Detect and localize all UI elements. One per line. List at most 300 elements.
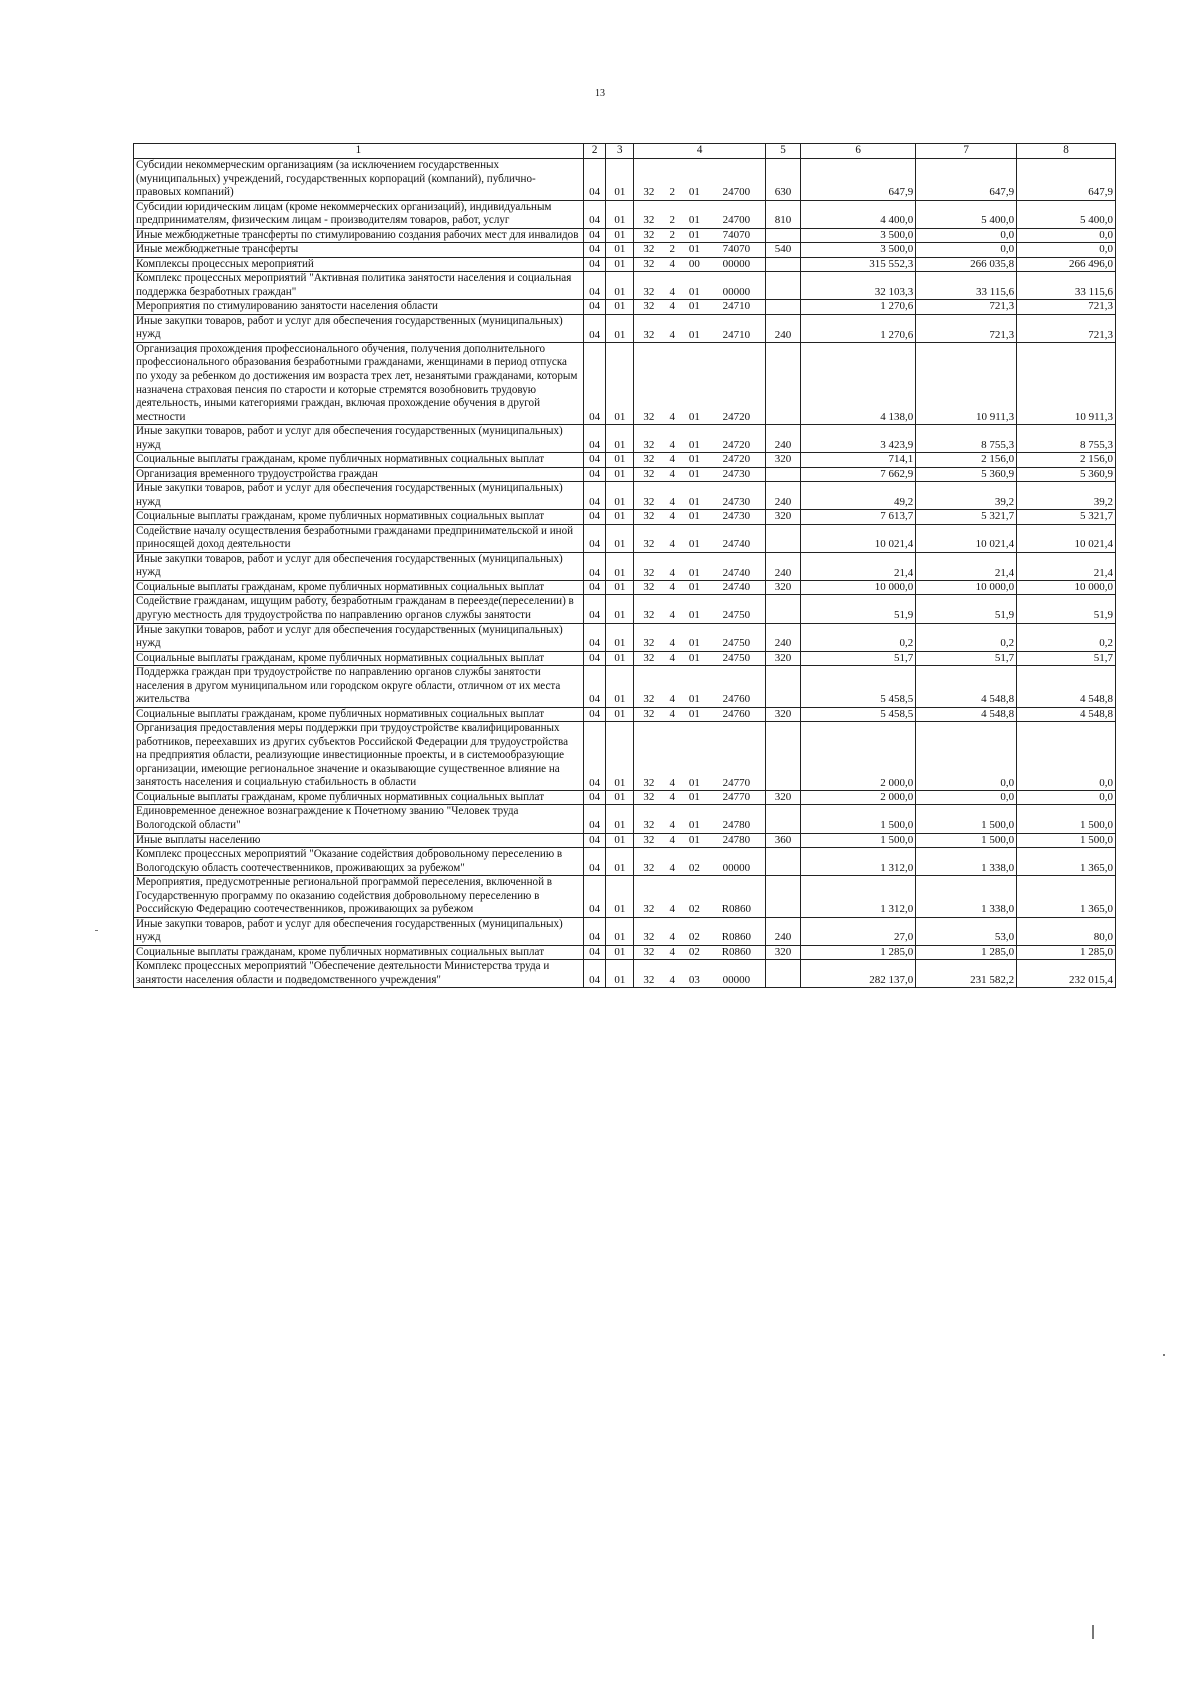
row-code-part-1: 32: [634, 453, 664, 468]
row-col-2: 04: [583, 510, 606, 525]
row-code-part-2: 4: [664, 453, 681, 468]
row-code-part-3: 01: [681, 467, 708, 482]
row-col-6: 0,2: [800, 623, 915, 651]
budget-table: [133, 143, 1116, 988]
row-col-8: 10 000,0: [1017, 580, 1116, 595]
row-col-7: 647,9: [916, 159, 1017, 201]
row-col-3: 01: [606, 482, 634, 510]
row-code-part-3: 01: [681, 722, 708, 791]
row-code-part-2: 4: [664, 960, 681, 988]
page-number: 13: [595, 88, 605, 99]
row-col-2: 04: [583, 805, 606, 833]
row-code-part-3: 01: [681, 453, 708, 468]
row-name: Субсидии юридическим лицам (кроме некоммерческих организаций), индивидуальным предпринимателям, физическим лицам - производителям товаров, работ, услуг: [134, 200, 584, 228]
row-col-2: 04: [583, 300, 606, 315]
row-col-5: 240: [765, 917, 800, 945]
row-col-3: 01: [606, 510, 634, 525]
row-code-part-2: 4: [664, 722, 681, 791]
row-col-6: 3 500,0: [800, 228, 915, 243]
row-code-part-2: 4: [664, 425, 681, 453]
row-col-8: 721,3: [1017, 314, 1116, 342]
table-row: [134, 200, 1116, 228]
row-col-8: 1 500,0: [1017, 833, 1116, 848]
row-code-part-1: 32: [634, 482, 664, 510]
row-code-part-3: 01: [681, 272, 708, 300]
table-row: [134, 790, 1116, 805]
table-row: [134, 243, 1116, 258]
header-col-8: 8: [1017, 144, 1116, 159]
row-code-part-1: 32: [634, 342, 664, 424]
row-code-part-4: 00000: [708, 272, 766, 300]
row-col-2: 04: [583, 467, 606, 482]
row-col-5: [765, 228, 800, 243]
row-col-3: 01: [606, 945, 634, 960]
row-code-part-4: R0860: [708, 876, 766, 918]
row-col-8: 33 115,6: [1017, 272, 1116, 300]
row-name: Комплекс процессных мероприятий "Обеспечение деятельности Министерства труда и занятости населения области и подведомственного учреждения": [134, 960, 584, 988]
header-col-1: 1: [134, 144, 584, 159]
row-code-part-2: 4: [664, 595, 681, 623]
row-name: Иные межбюджетные трансферты: [134, 243, 584, 258]
table-row: [134, 848, 1116, 876]
row-col-8: 0,0: [1017, 243, 1116, 258]
row-col-7: 721,3: [916, 314, 1017, 342]
row-col-5: [765, 272, 800, 300]
row-code-part-1: 32: [634, 510, 664, 525]
row-col-8: 647,9: [1017, 159, 1116, 201]
row-col-6: 1 312,0: [800, 848, 915, 876]
row-code-part-1: 32: [634, 300, 664, 315]
row-col-2: 04: [583, 342, 606, 424]
table-row: [134, 960, 1116, 988]
row-col-5: 320: [765, 945, 800, 960]
row-col-6: 1 500,0: [800, 833, 915, 848]
row-col-2: 04: [583, 159, 606, 201]
table-row: [134, 623, 1116, 651]
table-row: [134, 805, 1116, 833]
row-code-part-1: 32: [634, 257, 664, 272]
row-col-5: [765, 595, 800, 623]
row-code-part-2: 4: [664, 917, 681, 945]
row-code-part-4: R0860: [708, 945, 766, 960]
row-code-part-3: 01: [681, 228, 708, 243]
row-code-part-3: 02: [681, 917, 708, 945]
row-code-part-3: 01: [681, 623, 708, 651]
row-col-6: 10 021,4: [800, 524, 915, 552]
row-code-part-2: 4: [664, 707, 681, 722]
row-col-3: 01: [606, 425, 634, 453]
row-col-3: 01: [606, 314, 634, 342]
row-col-3: 01: [606, 917, 634, 945]
row-col-7: 0,0: [916, 722, 1017, 791]
row-col-5: [765, 524, 800, 552]
row-col-8: 266 496,0: [1017, 257, 1116, 272]
scan-mark: [95, 930, 98, 931]
row-col-2: 04: [583, 790, 606, 805]
row-code-part-3: 01: [681, 300, 708, 315]
row-col-2: 04: [583, 314, 606, 342]
row-col-7: 53,0: [916, 917, 1017, 945]
row-col-3: 01: [606, 272, 634, 300]
row-code-part-3: 01: [681, 425, 708, 453]
row-col-5: 240: [765, 482, 800, 510]
row-code-part-2: 4: [664, 510, 681, 525]
row-code-part-3: 01: [681, 510, 708, 525]
row-col-8: 1 365,0: [1017, 876, 1116, 918]
row-col-8: 2 156,0: [1017, 453, 1116, 468]
row-col-8: 1 500,0: [1017, 805, 1116, 833]
row-col-3: 01: [606, 342, 634, 424]
row-code-part-1: 32: [634, 228, 664, 243]
row-name: Социальные выплаты гражданам, кроме публичных нормативных социальных выплат: [134, 453, 584, 468]
row-col-3: 01: [606, 200, 634, 228]
row-name: Социальные выплаты гражданам, кроме публичных нормативных социальных выплат: [134, 510, 584, 525]
row-col-2: 04: [583, 707, 606, 722]
row-code-part-2: 4: [664, 342, 681, 424]
table-row: [134, 666, 1116, 708]
row-code-part-3: 01: [681, 524, 708, 552]
row-col-6: 3 423,9: [800, 425, 915, 453]
row-name: Единовременное денежное вознаграждение к Почетному званию "Человек труда Вологодской области": [134, 805, 584, 833]
row-code-part-2: 4: [664, 467, 681, 482]
table-row: [134, 722, 1116, 791]
row-code-part-4: R0860: [708, 917, 766, 945]
row-code-part-3: 02: [681, 876, 708, 918]
row-col-5: [765, 300, 800, 315]
table-row: [134, 524, 1116, 552]
row-col-5: 240: [765, 314, 800, 342]
row-name: Социальные выплаты гражданам, кроме публичных нормативных социальных выплат: [134, 707, 584, 722]
row-col-8: 21,4: [1017, 552, 1116, 580]
row-col-7: 5 400,0: [916, 200, 1017, 228]
row-code-part-4: 00000: [708, 848, 766, 876]
row-col-5: 360: [765, 833, 800, 848]
row-code-part-2: 4: [664, 876, 681, 918]
row-name: Иные закупки товаров, работ и услуг для обеспечения государственных (муниципальных) нужд: [134, 425, 584, 453]
row-col-3: 01: [606, 960, 634, 988]
row-col-5: [765, 666, 800, 708]
row-code-part-4: 24760: [708, 666, 766, 708]
row-name: Субсидии некоммерческим организациям (за исключением государственных (муниципальных) учреждений, государственных корпораций (компаний), публично-правовых компаний): [134, 159, 584, 201]
row-col-6: 282 137,0: [800, 960, 915, 988]
row-code-part-1: 32: [634, 945, 664, 960]
row-col-5: [765, 848, 800, 876]
row-col-5: 540: [765, 243, 800, 258]
table-row: [134, 257, 1116, 272]
row-col-7: 2 156,0: [916, 453, 1017, 468]
row-col-8: 4 548,8: [1017, 707, 1116, 722]
row-col-2: 04: [583, 595, 606, 623]
row-code-part-4: 24730: [708, 482, 766, 510]
row-code-part-3: 01: [681, 707, 708, 722]
row-name: Комплекс процессных мероприятий "Активная политика занятости населения и социальная поддержка безработных граждан": [134, 272, 584, 300]
row-col-2: 04: [583, 228, 606, 243]
row-code-part-3: 00: [681, 257, 708, 272]
row-code-part-3: 01: [681, 790, 708, 805]
row-col-6: 1 270,6: [800, 314, 915, 342]
row-name: Мероприятия по стимулированию занятости населения области: [134, 300, 584, 315]
row-code-part-1: 32: [634, 425, 664, 453]
row-col-3: 01: [606, 300, 634, 315]
row-code-part-2: 2: [664, 159, 681, 201]
row-name: Содействие началу осуществления безработными гражданами предпринимательской и иной приносящей доход деятельности: [134, 524, 584, 552]
row-col-2: 04: [583, 666, 606, 708]
row-code-part-1: 32: [634, 805, 664, 833]
row-name: Иные выплаты населению: [134, 833, 584, 848]
row-name: Социальные выплаты гражданам, кроме публичных нормативных социальных выплат: [134, 790, 584, 805]
row-code-part-3: 02: [681, 945, 708, 960]
row-col-3: 01: [606, 651, 634, 666]
row-name: Комплексы процессных мероприятий: [134, 257, 584, 272]
row-col-5: 320: [765, 651, 800, 666]
table-body: [134, 159, 1116, 988]
table-row: [134, 159, 1116, 201]
row-code-part-1: 32: [634, 595, 664, 623]
row-col-7: 1 338,0: [916, 876, 1017, 918]
row-name: Иные закупки товаров, работ и услуг для обеспечения государственных (муниципальных) нужд: [134, 482, 584, 510]
row-col-7: 5 360,9: [916, 467, 1017, 482]
row-code-part-3: 01: [681, 482, 708, 510]
row-code-part-3: 01: [681, 552, 708, 580]
header-col-6: 6: [800, 144, 915, 159]
row-col-7: 721,3: [916, 300, 1017, 315]
row-col-8: 8 755,3: [1017, 425, 1116, 453]
row-col-2: 04: [583, 945, 606, 960]
row-col-3: 01: [606, 876, 634, 918]
row-col-2: 04: [583, 722, 606, 791]
row-code-part-1: 32: [634, 552, 664, 580]
row-code-part-3: 01: [681, 159, 708, 201]
row-col-7: 10 000,0: [916, 580, 1017, 595]
row-col-8: 232 015,4: [1017, 960, 1116, 988]
row-col-8: 51,9: [1017, 595, 1116, 623]
table-row: [134, 552, 1116, 580]
row-code-part-1: 32: [634, 580, 664, 595]
row-name: Мероприятия, предусмотренные региональной программой переселения, включенной в Государственную программу по оказанию содействия добровольному переселению в Российскую Федерацию соотечественников, проживающих за рубежом: [134, 876, 584, 918]
row-name: Содействие гражданам, ищущим работу, безработным гражданам в переезде(переселении) в другую местность для трудоустройства по направлению органов службы занятости: [134, 595, 584, 623]
row-col-5: 320: [765, 510, 800, 525]
row-code-part-4: 24750: [708, 651, 766, 666]
row-col-5: [765, 805, 800, 833]
row-col-2: 04: [583, 453, 606, 468]
row-col-8: 1 365,0: [1017, 848, 1116, 876]
row-col-5: 320: [765, 453, 800, 468]
row-code-part-3: 01: [681, 833, 708, 848]
row-code-part-4: 24720: [708, 453, 766, 468]
row-col-3: 01: [606, 580, 634, 595]
row-name: Иные закупки товаров, работ и услуг для обеспечения государственных (муниципальных) нужд: [134, 552, 584, 580]
row-col-8: 10 911,3: [1017, 342, 1116, 424]
row-col-3: 01: [606, 848, 634, 876]
row-col-6: 21,4: [800, 552, 915, 580]
row-col-8: 80,0: [1017, 917, 1116, 945]
row-col-8: 0,0: [1017, 722, 1116, 791]
table-row: [134, 482, 1116, 510]
table-row: [134, 651, 1116, 666]
row-col-8: 39,2: [1017, 482, 1116, 510]
table-row: [134, 876, 1116, 918]
row-col-5: [765, 722, 800, 791]
row-col-5: [765, 876, 800, 918]
row-col-3: 01: [606, 790, 634, 805]
row-col-6: 3 500,0: [800, 243, 915, 258]
row-col-5: 320: [765, 580, 800, 595]
row-name: Иные закупки товаров, работ и услуг для обеспечения государственных (муниципальных) нужд: [134, 917, 584, 945]
row-col-3: 01: [606, 467, 634, 482]
header-col-3: 3: [606, 144, 634, 159]
row-code-part-3: 01: [681, 314, 708, 342]
header-row: [134, 144, 1116, 159]
table-row: [134, 833, 1116, 848]
row-code-part-1: 32: [634, 159, 664, 201]
row-col-5: 320: [765, 707, 800, 722]
row-col-7: 4 548,8: [916, 707, 1017, 722]
row-col-2: 04: [583, 552, 606, 580]
row-code-part-3: 01: [681, 595, 708, 623]
row-code-part-4: 24710: [708, 300, 766, 315]
row-code-part-4: 24720: [708, 342, 766, 424]
row-col-3: 01: [606, 159, 634, 201]
row-code-part-1: 32: [634, 707, 664, 722]
row-col-8: 10 021,4: [1017, 524, 1116, 552]
row-code-part-1: 32: [634, 790, 664, 805]
row-code-part-2: 4: [664, 300, 681, 315]
row-col-6: 1 312,0: [800, 876, 915, 918]
row-col-2: 04: [583, 200, 606, 228]
row-code-part-2: 4: [664, 833, 681, 848]
row-code-part-4: 24780: [708, 805, 766, 833]
row-col-6: 10 000,0: [800, 580, 915, 595]
row-code-part-4: 24720: [708, 425, 766, 453]
row-col-7: 39,2: [916, 482, 1017, 510]
row-code-part-3: 02: [681, 848, 708, 876]
header-col-5: 5: [765, 144, 800, 159]
row-name: Социальные выплаты гражданам, кроме публичных нормативных социальных выплат: [134, 651, 584, 666]
row-col-8: 4 548,8: [1017, 666, 1116, 708]
row-col-6: 315 552,3: [800, 257, 915, 272]
table-row: [134, 300, 1116, 315]
row-col-8: 721,3: [1017, 300, 1116, 315]
row-col-2: 04: [583, 651, 606, 666]
header-col-7: 7: [916, 144, 1017, 159]
row-col-5: [765, 342, 800, 424]
row-col-7: 1 285,0: [916, 945, 1017, 960]
row-col-7: 0,0: [916, 243, 1017, 258]
row-col-6: 647,9: [800, 159, 915, 201]
table-row: [134, 580, 1116, 595]
row-code-part-4: 24710: [708, 314, 766, 342]
row-col-2: 04: [583, 876, 606, 918]
row-code-part-1: 32: [634, 833, 664, 848]
row-code-part-4: 24730: [708, 510, 766, 525]
row-col-7: 51,9: [916, 595, 1017, 623]
row-code-part-4: 24770: [708, 790, 766, 805]
row-col-6: 2 000,0: [800, 722, 915, 791]
row-col-3: 01: [606, 243, 634, 258]
row-col-3: 01: [606, 524, 634, 552]
row-code-part-2: 4: [664, 790, 681, 805]
row-col-5: 240: [765, 425, 800, 453]
row-col-7: 1 500,0: [916, 833, 1017, 848]
row-code-part-4: 24700: [708, 200, 766, 228]
row-col-5: 240: [765, 552, 800, 580]
row-col-2: 04: [583, 960, 606, 988]
row-col-2: 04: [583, 833, 606, 848]
row-code-part-1: 32: [634, 960, 664, 988]
row-col-2: 04: [583, 425, 606, 453]
row-col-2: 04: [583, 623, 606, 651]
row-col-2: 04: [583, 524, 606, 552]
row-name: Иные межбюджетные трансферты по стимулированию создания рабочих мест для инвалидов: [134, 228, 584, 243]
row-col-7: 1 338,0: [916, 848, 1017, 876]
row-col-5: 240: [765, 623, 800, 651]
row-col-7: 21,4: [916, 552, 1017, 580]
row-col-6: 4 138,0: [800, 342, 915, 424]
row-col-7: 10 911,3: [916, 342, 1017, 424]
row-col-7: 4 548,8: [916, 666, 1017, 708]
row-code-part-4: 24770: [708, 722, 766, 791]
row-code-part-1: 32: [634, 917, 664, 945]
row-code-part-2: 4: [664, 805, 681, 833]
row-code-part-1: 32: [634, 314, 664, 342]
scan-mark: [1092, 1625, 1094, 1639]
row-code-part-2: 4: [664, 666, 681, 708]
row-code-part-3: 01: [681, 243, 708, 258]
row-code-part-1: 32: [634, 524, 664, 552]
row-code-part-3: 01: [681, 651, 708, 666]
table-row: [134, 314, 1116, 342]
row-col-6: 51,7: [800, 651, 915, 666]
row-code-part-3: 03: [681, 960, 708, 988]
row-col-3: 01: [606, 805, 634, 833]
row-code-part-4: 74070: [708, 243, 766, 258]
row-code-part-4: 24730: [708, 467, 766, 482]
row-col-3: 01: [606, 257, 634, 272]
table-row: [134, 228, 1116, 243]
row-code-part-2: 2: [664, 228, 681, 243]
row-col-7: 266 035,8: [916, 257, 1017, 272]
row-name: Организация предоставления меры поддержки при трудоустройстве квалифицированных работников, переехавших из других субъектов Российской Федерации для трудоустройства на предприятия области, реализующие инвестиционные проекты, и в системообразующие организации, имеющие региональное значение и оказывающие существенное влияние на занятость населения и социальную стабильность в области: [134, 722, 584, 791]
row-col-2: 04: [583, 272, 606, 300]
row-col-7: 0,0: [916, 790, 1017, 805]
table-row: [134, 467, 1116, 482]
row-col-2: 04: [583, 243, 606, 258]
row-col-8: 0,0: [1017, 790, 1116, 805]
row-code-part-2: 4: [664, 945, 681, 960]
row-col-5: 630: [765, 159, 800, 201]
table-row: [134, 917, 1116, 945]
row-col-2: 04: [583, 848, 606, 876]
row-code-part-2: 4: [664, 580, 681, 595]
row-col-6: 51,9: [800, 595, 915, 623]
row-col-3: 01: [606, 623, 634, 651]
row-col-5: 320: [765, 790, 800, 805]
row-col-7: 8 755,3: [916, 425, 1017, 453]
row-code-part-1: 32: [634, 272, 664, 300]
row-code-part-4: 24750: [708, 595, 766, 623]
row-code-part-2: 4: [664, 651, 681, 666]
row-code-part-2: 4: [664, 272, 681, 300]
row-code-part-4: 74070: [708, 228, 766, 243]
table-row: [134, 453, 1116, 468]
row-col-6: 32 103,3: [800, 272, 915, 300]
row-col-6: 7 662,9: [800, 467, 915, 482]
row-col-3: 01: [606, 552, 634, 580]
header-col-2: 2: [583, 144, 606, 159]
row-code-part-1: 32: [634, 876, 664, 918]
row-col-3: 01: [606, 453, 634, 468]
row-col-7: 0,0: [916, 228, 1017, 243]
